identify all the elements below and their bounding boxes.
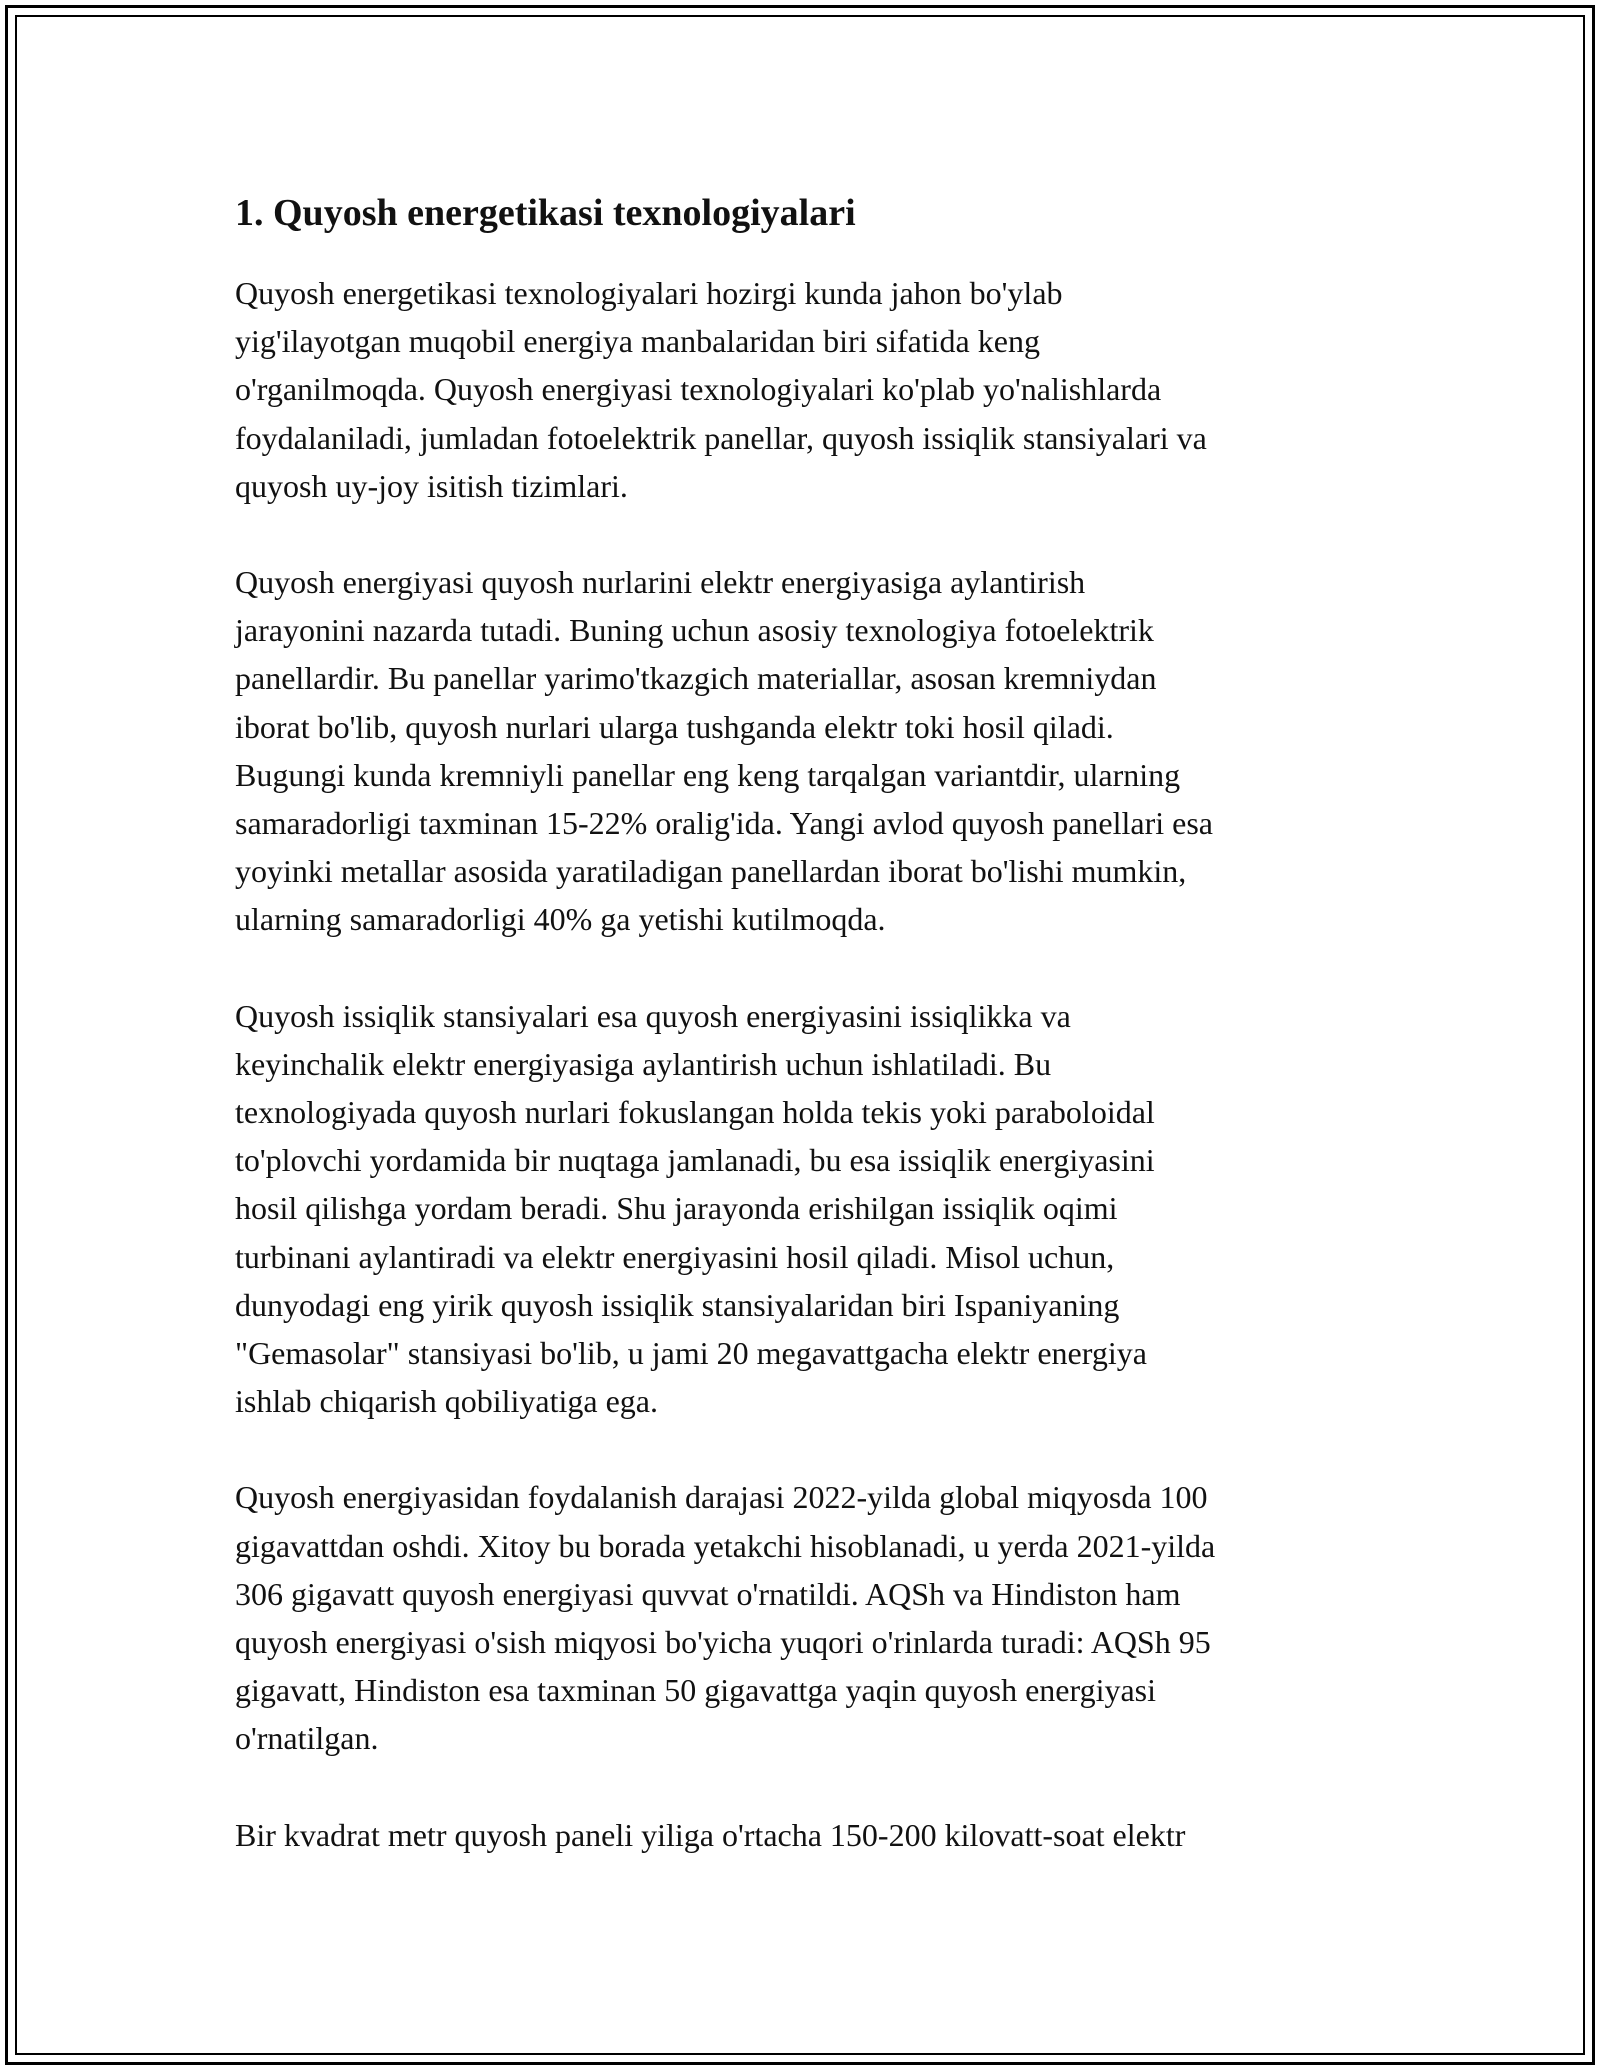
text-line: o'rnatilgan.	[235, 1720, 379, 1757]
text-line: samaradorligi taxminan 15-22% oralig'ida. Yangi avlod quyosh panellari esa	[235, 805, 1213, 842]
text-line: gigavattdan oshdi. Xitoy bu borada yetakchi hisoblanadi, u yerda 2021-yilda	[235, 1527, 1216, 1564]
text-line: texnologiyada quyosh nurlari fokuslangan holda tekis yoki paraboloidal	[235, 1094, 1155, 1131]
text-line: "Gemasolar" stansiyasi bo'lib, u jami 20 megavattgacha elektr energiya	[235, 1335, 1147, 1372]
text-line: Bugungi kunda kremniyli panellar eng keng tarqalgan variantdir, ularning	[235, 756, 1181, 793]
text-line: o'rganilmoqda. Quyosh energiyasi texnologiyalari ko'plab yo'nalishlarda	[235, 371, 1162, 408]
text-line: yig'ilayotgan muqobil energiya manbalaridan biri sifatida keng	[235, 323, 1040, 360]
text-line: foydalaniladi, jumladan fotoelektrik panellar, quyosh issiqlik stansiyalari va	[235, 419, 1207, 456]
text-line: hosil qilishga yordam beradi. Shu jarayonda erishilgan issiqlik oqimi	[235, 1190, 1118, 1227]
text-line: Quyosh energiyasidan foydalanish darajasi 2022-yilda global miqyosda 100	[235, 1479, 1208, 1516]
paragraph-panel-output	[235, 1811, 1365, 1859]
text-line: gigavatt, Hindiston esa taxminan 50 gigavattga yaqin quyosh energiyasi	[235, 1672, 1156, 1709]
text-line: Quyosh energetikasi texnologiyalari hozirgi kunda jahon bo'ylab	[235, 275, 1063, 311]
text-line: quyosh uy-joy isitish tizimlari.	[235, 467, 628, 504]
text-line: yoyinki metallar asosida yaratiladigan panellardan iborat bo'lishi mumkin,	[235, 853, 1187, 890]
paragraph-thermal-stations	[235, 992, 1365, 1426]
text-line: Bir kvadrat metr quyosh paneli yiliga o'rtacha 150-200 kilovatt-soat elektr	[235, 1816, 1186, 1853]
paragraph-intro	[235, 269, 1365, 510]
paragraph-global-usage	[235, 1473, 1365, 1762]
text-line: turbinani aylantiradi va elektr energiyasini hosil qiladi. Misol uchun,	[235, 1238, 1115, 1275]
text-line: Quyosh issiqlik stansiyalari esa quyosh energiyasini issiqlikka va	[235, 997, 1071, 1034]
text-line: Quyosh energiyasi quyosh nurlarini elektr energiyasiga aylantirish	[235, 564, 1086, 601]
text-line: panellardir. Bu panellar yarimo'tkazgich materiallar, asosan kremniydan	[235, 660, 1157, 697]
text-line: to'plovchi yordamida bir nuqtaga jamlanadi, bu esa issiqlik energiyasini	[235, 1142, 1155, 1179]
section-title: 1. Quyosh energetikasi texnologiyalari	[235, 192, 856, 234]
paragraph-photovoltaic	[235, 558, 1365, 944]
text-line: ularning samaradorligi 40% ga yetishi kutilmoqda.	[235, 901, 886, 938]
text-line: jarayonini nazarda tutadi. Buning uchun asosiy texnologiya fotoelektrik	[235, 612, 1154, 649]
text-line: 306 gigavatt quyosh energiyasi quvvat o'rnatildi. AQSh va Hindiston ham	[235, 1575, 1181, 1612]
text-line: dunyodagi eng yirik quyosh issiqlik stansiyalaridan biri Ispaniyaning	[235, 1286, 1120, 1323]
document-body	[235, 183, 1365, 1907]
text-line: iborat bo'lib, quyosh nurlari ularga tushganda elektr toki hosil qiladi.	[235, 708, 1114, 745]
text-line: keyinchalik elektr energiyasiga aylantirish uchun ishlatiladi. Bu	[235, 1045, 1052, 1082]
text-line: ishlab chiqarish qobiliyatiga ega.	[235, 1383, 658, 1420]
text-line: quyosh energiyasi o'sish miqyosi bo'yicha yuqori o'rinlarda turadi: AQSh 95	[235, 1624, 1211, 1661]
